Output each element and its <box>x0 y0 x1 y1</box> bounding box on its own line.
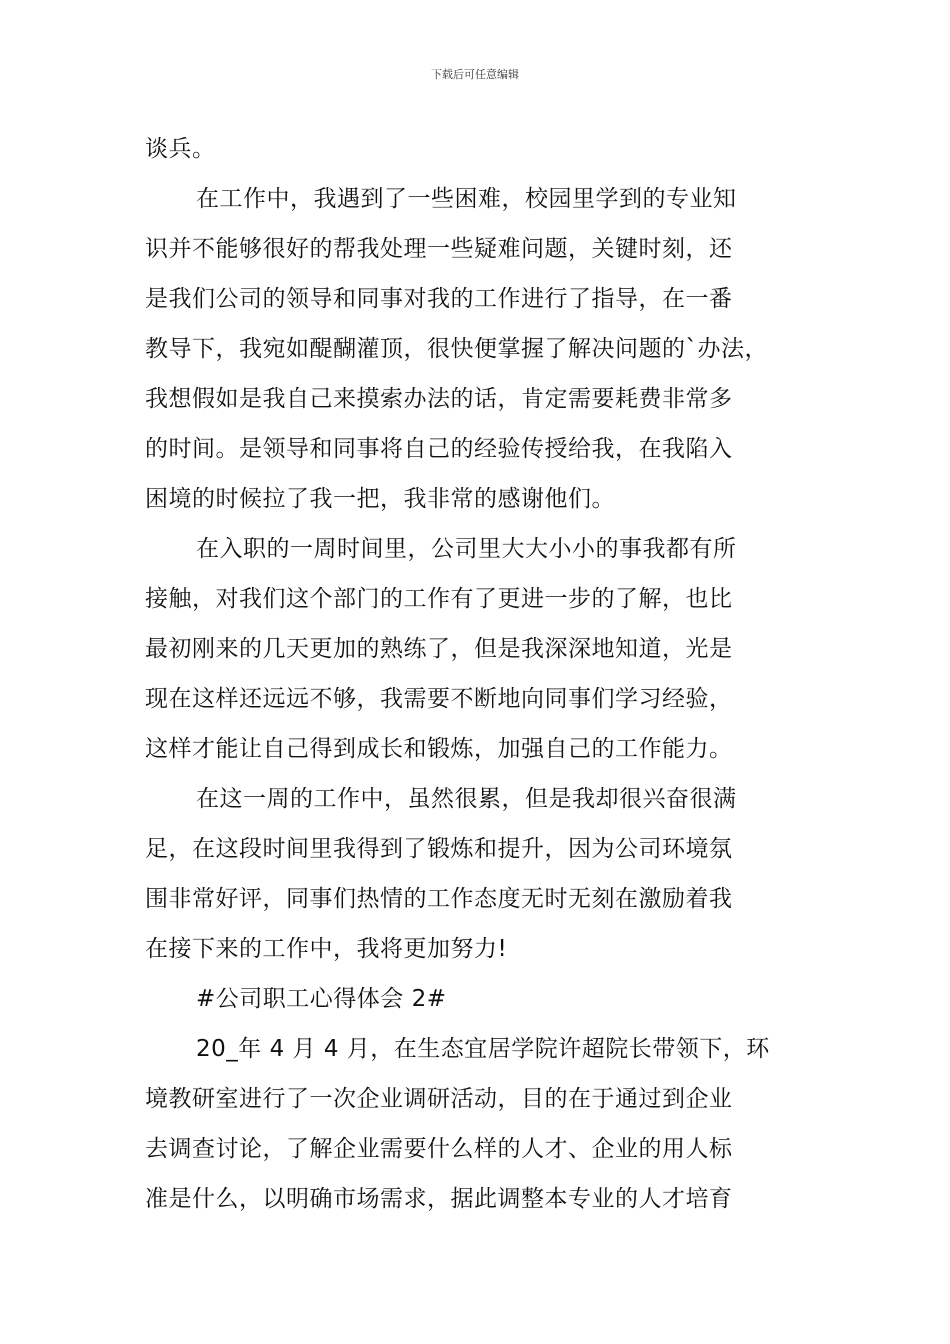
section-heading: #公司职工心得体会 2# <box>196 986 447 1012</box>
text-line: 足，在这段时间里我得到了锻炼和提升，因为公司环境氛 <box>145 836 733 862</box>
text-line: 境教研室进行了一次企业调研活动，目的在于通过到企业 <box>145 1086 733 1112</box>
text-line: 困境的时候拉了我一把，我非常的感谢他们。 <box>145 486 615 512</box>
text-line: 最初刚来的几天更加的熟练了，但是我深深地知道，光是 <box>145 636 733 662</box>
text-line: 现在这样还远远不够，我需要不断地向同事们学习经验， <box>145 686 733 712</box>
paragraph-start-line: 在入职的一周时间里，公司里大大小小的事我都有所 <box>196 536 737 562</box>
paragraph-start-line: 20_年 4 月 4 月，在生态宜居学院许超院长带领下，环 <box>196 1036 770 1062</box>
text-line: 接触，对我们这个部门的工作有了更进一步的了解，也比 <box>145 586 733 612</box>
document-body <box>145 124 815 1224</box>
text-line: 围非常好评，同事们热情的工作态度无时无刻在激励着我 <box>145 886 733 912</box>
text-line: 是我们公司的领导和同事对我的工作进行了指导，在一番 <box>145 286 733 312</box>
text-line: 的时间。是领导和同事将自己的经验传授给我，在我陷入 <box>145 436 733 462</box>
text-line: 识并不能够很好的帮我处理一些疑难问题，关键时刻，还 <box>145 236 733 262</box>
text-line: 这样才能让自己得到成长和锻炼，加强自己的工作能力。 <box>145 736 733 762</box>
header-note: 下载后可任意编辑 <box>431 68 519 81</box>
text-line: 谈兵。 <box>145 136 216 162</box>
paragraph-start-line: 在工作中，我遇到了一些困难，校园里学到的专业知 <box>196 186 737 212</box>
paragraph-start-line: 在这一周的工作中，虽然很累，但是我却很兴奋很满 <box>196 786 737 812</box>
text-line: 在接下来的工作中，我将更加努力! <box>145 936 508 962</box>
text-line: 我想假如是我自己来摸索办法的话，肯定需要耗费非常多 <box>145 386 733 412</box>
text-line: 教导下，我宛如醍醐灌顶，很快便掌握了解决问题的`办法， <box>145 336 768 362</box>
text-line: 去调查讨论，了解企业需要什么样的人才、企业的用人标 <box>145 1136 733 1162</box>
text-line: 准是什么，以明确市场需求，据此调整本专业的人才培育 <box>145 1186 733 1212</box>
